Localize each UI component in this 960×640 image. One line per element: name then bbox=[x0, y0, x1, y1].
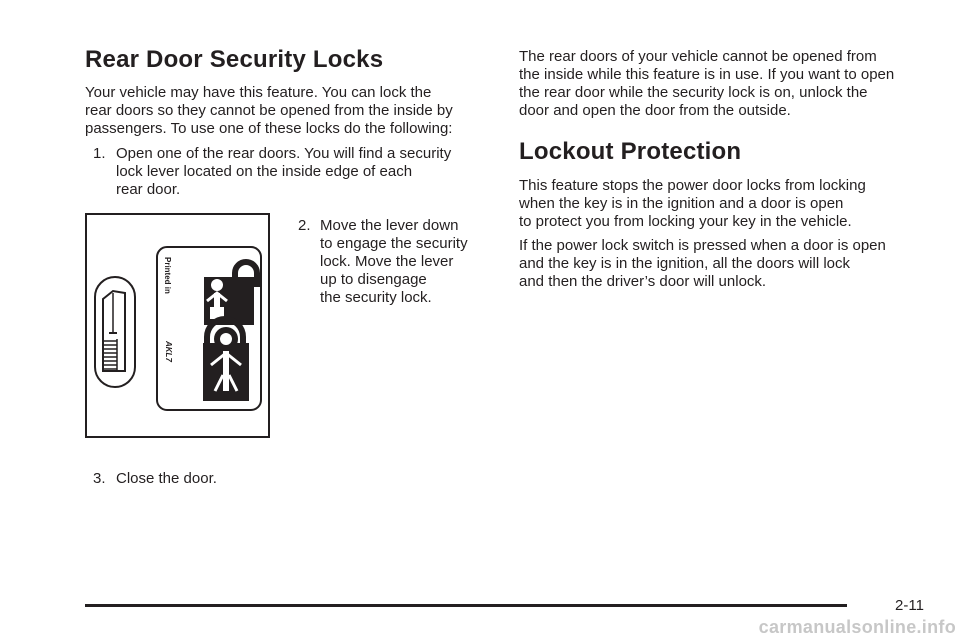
step-line: rear door. bbox=[116, 181, 181, 198]
paragraph-line: when the key is in the ignition and a door is open bbox=[519, 195, 844, 212]
security-lock-illustration bbox=[87, 215, 268, 436]
step-1-number: 1. bbox=[93, 145, 106, 162]
lockout-paragraph-2 bbox=[519, 237, 886, 291]
paragraph-line: The rear doors of your vehicle cannot be opened from bbox=[519, 48, 877, 65]
page-number: 2-11 bbox=[895, 597, 924, 614]
paragraph-line: This feature stops the power door locks from locking bbox=[519, 177, 866, 194]
footer-rule bbox=[85, 604, 847, 607]
step-2-number: 2. bbox=[298, 217, 311, 234]
right-intro-paragraph bbox=[519, 48, 894, 120]
step-2-text bbox=[320, 217, 468, 307]
lock-lever-icon bbox=[103, 291, 125, 371]
step-line: Close the door. bbox=[116, 470, 217, 487]
step-3-number: 3. bbox=[93, 470, 106, 487]
section-title-lockout-protection: Lockout Protection bbox=[519, 138, 742, 165]
step-line: up to disengage bbox=[320, 271, 427, 288]
code-label: AKL7 bbox=[164, 341, 173, 362]
paragraph-line: and then the driver’s door will unlock. bbox=[519, 273, 767, 290]
intro-line: passengers. To use one of these locks do the following: bbox=[85, 120, 453, 137]
intro-line: rear doors so they cannot be opened from the inside by bbox=[85, 102, 453, 119]
watermark: carmanualsonline.info bbox=[758, 617, 956, 637]
step-1-text bbox=[116, 145, 451, 199]
step-line: Move the lever down bbox=[320, 217, 459, 234]
step-line: Open one of the rear doors. You will find a security bbox=[116, 145, 452, 162]
lockout-paragraph-1 bbox=[519, 177, 866, 231]
step-3-text bbox=[116, 470, 217, 488]
step-line: lock. Move the lever bbox=[320, 253, 454, 270]
paragraph-line: If the power lock switch is pressed when a door is open bbox=[519, 237, 886, 254]
step-line: the security lock. bbox=[320, 289, 432, 306]
paragraph-line: the rear door while the security lock is on, unlock the bbox=[519, 84, 868, 101]
paragraph-line: the inside while this feature is in use. If you want to open bbox=[519, 66, 895, 83]
paragraph-line: and the key is in the ignition, all the doors will lock bbox=[519, 255, 851, 272]
step-line: lock lever located on the inside edge of each bbox=[116, 163, 413, 180]
paragraph-line: to protect you from locking your key in the vehicle. bbox=[519, 213, 852, 230]
intro-line: Your vehicle may have this feature. You can lock the bbox=[85, 84, 432, 101]
printed-in-label: Printed in bbox=[163, 257, 172, 294]
intro-paragraph bbox=[85, 84, 453, 138]
step-line: to engage the security bbox=[320, 235, 468, 252]
paragraph-line: door and open the door from the outside. bbox=[519, 102, 791, 119]
locked-child-icon bbox=[203, 319, 249, 401]
security-lock-figure bbox=[85, 213, 270, 438]
section-title-rear-door-security-locks: Rear Door Security Locks bbox=[85, 46, 384, 73]
